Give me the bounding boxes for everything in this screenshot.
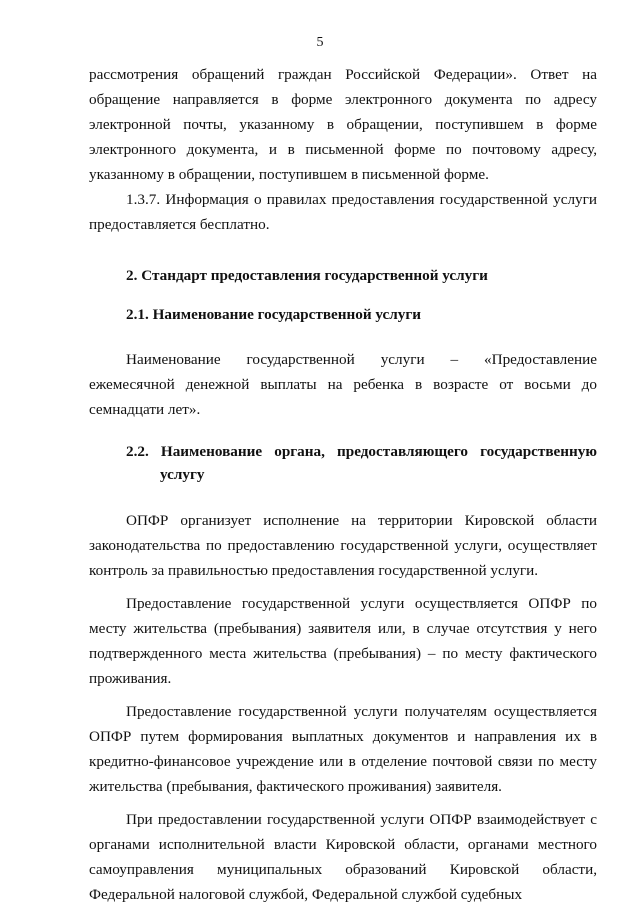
paragraph-opfr-organizes: ОПФР организует исполнение на территории Кировской области законодательства по предоставлению государственной услуги, осуществляет контроль за правильностью предоставления государственной услуги. bbox=[89, 512, 597, 579]
paragraph-interaction: При предоставлении государственной услуги ОПФР взаимодействует с органами исполнительной власти Кировской области, органами местного самоуправления муниципальных образований Кировской области, Федеральной налоговой службой, Федеральной службой судебных bbox=[89, 811, 597, 903]
heading-section-2-2: 2.2. Наименование органа, предоставляющего государственную услугу bbox=[126, 443, 597, 483]
page-content bbox=[89, 62, 597, 907]
paragraph-place-of-residence: Предоставление государственной услуги осуществляется ОПФР по месту жительства (пребывания) заявителя или, в случае отсутствия у него подтвержденного места жительства (пребывания) – по месту фактического проживания. bbox=[89, 595, 597, 687]
heading-section-2-1: 2.1. Наименование государственной услуги bbox=[126, 306, 422, 323]
heading-section-2: 2. Стандарт предоставления государственной услуги bbox=[126, 267, 488, 284]
paragraph-payment-documents: Предоставление государственной услуги получателям осуществляется ОПФР путем формирования выплатных документов и направления их в кредитно-финансовое учреждение или в отделение почтовой связи по месту жительства (пребывания, фактического проживания) заявителя. bbox=[89, 703, 597, 795]
page-number: 5 bbox=[316, 35, 324, 50]
paragraph-appeals-response: рассмотрения обращений граждан Российской Федерации». Ответ на обращение направляется в форме электронного документа по адресу электронной почты, указанному в обращении, поступившем в форме электронного документа, и в письменной форме по почтовому адресу, указанному в обращении, поступившем в письменной форме. bbox=[89, 66, 597, 183]
paragraph-service-name: Наименование государственной услуги – «Предоставление ежемесячной денежной выплаты на ребенка в возрасте от восьми до семнадцати лет». bbox=[89, 351, 597, 418]
paragraph-1-3-7: 1.3.7. Информация о правилах предоставления государственной услуги предоставляется бесплатно. bbox=[89, 191, 597, 233]
